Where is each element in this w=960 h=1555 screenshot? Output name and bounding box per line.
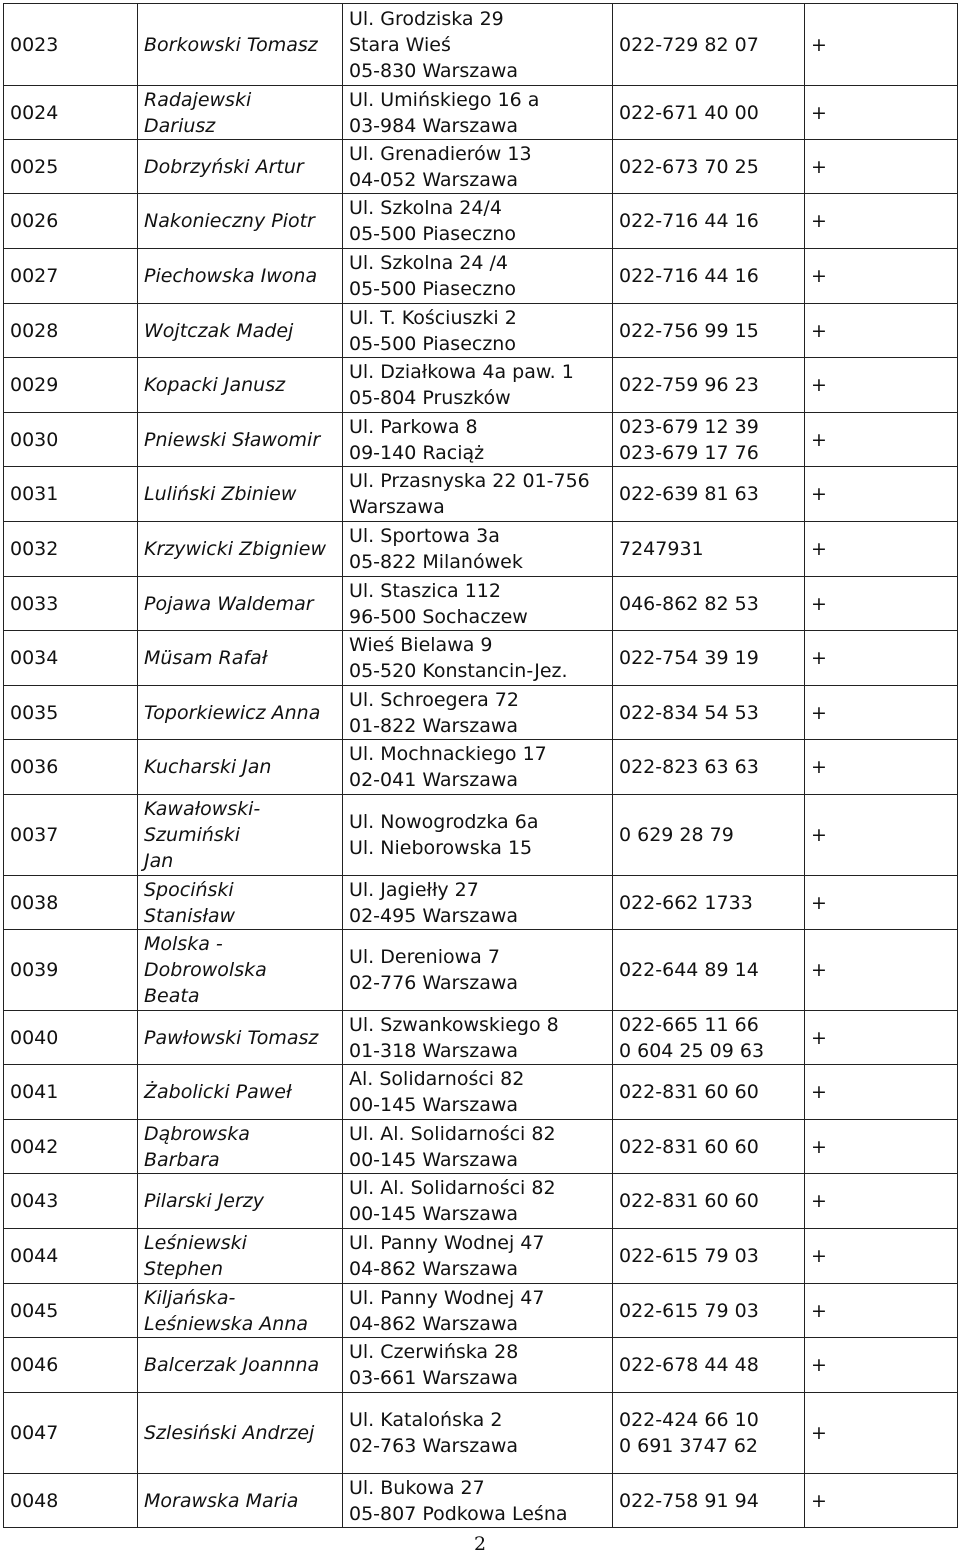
table-row [4, 1065, 958, 1120]
table-row [4, 1120, 958, 1174]
cell-addr: Ul. Al. Solidarności 82 00-145 Warszawa [343, 1120, 613, 1174]
cell-id: 0045 [4, 1284, 138, 1338]
cell-addr: Ul. Grodziska 29 Stara Wieś 05-830 Warszawa [343, 4, 613, 86]
table-row [4, 1284, 958, 1338]
cell-mark: + [805, 194, 958, 249]
cell-name: Dobrzyński Artur [138, 140, 343, 194]
cell-phone: 7247931 [613, 522, 805, 577]
cell-mark: + [805, 249, 958, 304]
cell-id: 0034 [4, 631, 138, 686]
cell-phone: 022-834 54 53 [613, 686, 805, 740]
cell-phone: 022-758 91 94 [613, 1474, 805, 1528]
table-row [4, 140, 958, 194]
cell-addr: Ul. Katalońska 2 02-763 Warszawa [343, 1393, 613, 1474]
table-row [4, 1338, 958, 1393]
cell-mark: + [805, 413, 958, 467]
table-row [4, 413, 958, 467]
table-row [4, 4, 958, 86]
cell-mark: + [805, 86, 958, 140]
cell-id: 0030 [4, 413, 138, 467]
cell-addr: Ul. Parkowa 8 09-140 Raciąż [343, 413, 613, 467]
cell-name: Pawłowski Tomasz [138, 1011, 343, 1065]
cell-name: Piechowska Iwona [138, 249, 343, 304]
cell-id: 0037 [4, 795, 138, 876]
cell-id: 0039 [4, 930, 138, 1011]
cell-addr: Ul. T. Kościuszki 2 05-500 Piaseczno [343, 304, 613, 358]
cell-id: 0040 [4, 1011, 138, 1065]
cell-mark: + [805, 577, 958, 631]
cell-addr: Ul. Jagiełły 27 02-495 Warszawa [343, 876, 613, 930]
cell-phone: 022-831 60 60 [613, 1174, 805, 1229]
cell-phone: 022-729 82 07 [613, 4, 805, 86]
cell-name: Pilarski Jerzy [138, 1174, 343, 1229]
cell-name: Dąbrowska Barbara [138, 1120, 343, 1174]
cell-name: Borkowski Tomasz [138, 4, 343, 86]
cell-addr: Ul. Umińskiego 16 a 03-984 Warszawa [343, 86, 613, 140]
cell-phone: 022-615 79 03 [613, 1284, 805, 1338]
cell-mark: + [805, 1474, 958, 1528]
cell-phone: 022-823 63 63 [613, 740, 805, 795]
cell-addr: Ul. Mochnackiego 17 02-041 Warszawa [343, 740, 613, 795]
cell-mark: + [805, 304, 958, 358]
cell-addr: Ul. Schroegera 72 01-822 Warszawa [343, 686, 613, 740]
page-number: 2 [473, 1533, 487, 1555]
cell-addr: Ul. Sportowa 3a 05-822 Milanówek [343, 522, 613, 577]
table-row [4, 1011, 958, 1065]
cell-name: Kopacki Janusz [138, 358, 343, 413]
cell-name: Kucharski Jan [138, 740, 343, 795]
cell-phone: 022-678 44 48 [613, 1338, 805, 1393]
cell-name: Żabolicki Paweł [138, 1065, 343, 1120]
table-row [4, 577, 958, 631]
cell-addr: Ul. Szkolna 24 /4 05-500 Piaseczno [343, 249, 613, 304]
cell-phone: 022-756 99 15 [613, 304, 805, 358]
cell-addr: Ul. Nowogrodzka 6a Ul. Nieborowska 15 [343, 795, 613, 876]
cell-id: 0042 [4, 1120, 138, 1174]
cell-phone: 022-671 40 00 [613, 86, 805, 140]
table-row [4, 795, 958, 876]
cell-name: Szlesiński Andrzej [138, 1393, 343, 1474]
cell-mark: + [805, 522, 958, 577]
cell-id: 0035 [4, 686, 138, 740]
cell-addr: Ul. Panny Wodnej 47 04-862 Warszawa [343, 1284, 613, 1338]
cell-name: Luliński Zbiniew [138, 467, 343, 522]
cell-addr: Ul. Dereniowa 7 02-776 Warszawa [343, 930, 613, 1011]
table-row [4, 930, 958, 1011]
cell-addr: Ul. Panny Wodnej 47 04-862 Warszawa [343, 1229, 613, 1284]
cell-mark: + [805, 1229, 958, 1284]
cell-id: 0047 [4, 1393, 138, 1474]
cell-mark: + [805, 140, 958, 194]
table-row [4, 1474, 958, 1528]
cell-id: 0033 [4, 577, 138, 631]
cell-mark: + [805, 467, 958, 522]
cell-phone: 022-831 60 60 [613, 1065, 805, 1120]
cell-id: 0038 [4, 876, 138, 930]
cell-mark: + [805, 930, 958, 1011]
table-row [4, 522, 958, 577]
cell-mark: + [805, 1338, 958, 1393]
cell-addr: Ul. Staszica 112 96-500 Sochaczew [343, 577, 613, 631]
cell-name: Pniewski Sławomir [138, 413, 343, 467]
cell-id: 0029 [4, 358, 138, 413]
table-row [4, 1174, 958, 1229]
cell-id: 0048 [4, 1474, 138, 1528]
cell-phone: 022-716 44 16 [613, 249, 805, 304]
table-row [4, 358, 958, 413]
cell-addr: Ul. Szkolna 24/4 05-500 Piaseczno [343, 194, 613, 249]
cell-name: Leśniewski Stephen [138, 1229, 343, 1284]
table-row [4, 686, 958, 740]
cell-phone: 022-662 1733 [613, 876, 805, 930]
table-row [4, 467, 958, 522]
cell-phone: 022-759 96 23 [613, 358, 805, 413]
cell-id: 0046 [4, 1338, 138, 1393]
cell-mark: + [805, 740, 958, 795]
cell-mark: + [805, 1011, 958, 1065]
table-row [4, 1393, 958, 1474]
cell-id: 0044 [4, 1229, 138, 1284]
cell-mark: + [805, 4, 958, 86]
cell-addr: Wieś Bielawa 9 05-520 Konstancin-Jez. [343, 631, 613, 686]
contact-table [3, 3, 958, 1528]
table-row [4, 304, 958, 358]
cell-name: Nakonieczny Piotr [138, 194, 343, 249]
cell-phone: 022-831 60 60 [613, 1120, 805, 1174]
cell-id: 0023 [4, 4, 138, 86]
cell-addr: Ul. Działkowa 4a paw. 1 05-804 Pruszków [343, 358, 613, 413]
cell-id: 0043 [4, 1174, 138, 1229]
cell-id: 0026 [4, 194, 138, 249]
cell-id: 0028 [4, 304, 138, 358]
cell-addr: Ul. Czerwińska 28 03-661 Warszawa [343, 1338, 613, 1393]
cell-name: Morawska Maria [138, 1474, 343, 1528]
cell-addr: Ul. Grenadierów 13 04-052 Warszawa [343, 140, 613, 194]
table-row [4, 631, 958, 686]
cell-name: Wojtczak Madej [138, 304, 343, 358]
cell-mark: + [805, 1284, 958, 1338]
cell-id: 0024 [4, 86, 138, 140]
cell-phone: 022-639 81 63 [613, 467, 805, 522]
cell-mark: + [805, 795, 958, 876]
cell-id: 0036 [4, 740, 138, 795]
cell-name: Radajewski Dariusz [138, 86, 343, 140]
cell-mark: + [805, 1174, 958, 1229]
table-row [4, 249, 958, 304]
cell-name: Balcerzak Joannna [138, 1338, 343, 1393]
cell-name: Kawałowski- Szumiński Jan [138, 795, 343, 876]
cell-addr: Ul. Szwankowskiego 8 01-318 Warszawa [343, 1011, 613, 1065]
cell-phone: 022-754 39 19 [613, 631, 805, 686]
cell-addr: Ul. Przasnyska 22 01-756 Warszawa [343, 467, 613, 522]
cell-id: 0041 [4, 1065, 138, 1120]
table-row [4, 86, 958, 140]
cell-id: 0027 [4, 249, 138, 304]
cell-mark: + [805, 1120, 958, 1174]
cell-name: Pojawa Waldemar [138, 577, 343, 631]
cell-addr: Ul. Bukowa 27 05-807 Podkowa Leśna [343, 1474, 613, 1528]
cell-name: Molska - Dobrowolska Beata [138, 930, 343, 1011]
cell-phone: 022-615 79 03 [613, 1229, 805, 1284]
table-row [4, 876, 958, 930]
cell-phone: 022-665 11 66 0 604 25 09 63 [613, 1011, 805, 1065]
table-row [4, 194, 958, 249]
cell-mark: + [805, 876, 958, 930]
cell-addr: Ul. Al. Solidarności 82 00-145 Warszawa [343, 1174, 613, 1229]
cell-name: Toporkiewicz Anna [138, 686, 343, 740]
cell-name: Müsam Rafał [138, 631, 343, 686]
cell-name: Spociński Stanisław [138, 876, 343, 930]
table-row [4, 740, 958, 795]
cell-addr: Al. Solidarności 82 00-145 Warszawa [343, 1065, 613, 1120]
cell-phone: 023-679 12 39 023-679 17 76 [613, 413, 805, 467]
cell-phone: 022-644 89 14 [613, 930, 805, 1011]
cell-mark: + [805, 631, 958, 686]
cell-name: Krzywicki Zbigniew [138, 522, 343, 577]
cell-id: 0031 [4, 467, 138, 522]
table-body [4, 4, 958, 1528]
cell-mark: + [805, 1065, 958, 1120]
cell-mark: + [805, 358, 958, 413]
cell-id: 0025 [4, 140, 138, 194]
cell-name: Kiljańska- Leśniewska Anna [138, 1284, 343, 1338]
cell-phone: 022-716 44 16 [613, 194, 805, 249]
table-row [4, 1229, 958, 1284]
cell-id: 0032 [4, 522, 138, 577]
cell-phone: 0 629 28 79 [613, 795, 805, 876]
cell-mark: + [805, 686, 958, 740]
cell-mark: + [805, 1393, 958, 1474]
cell-phone: 022-673 70 25 [613, 140, 805, 194]
cell-phone: 022-424 66 10 0 691 3747 62 [613, 1393, 805, 1474]
cell-phone: 046-862 82 53 [613, 577, 805, 631]
